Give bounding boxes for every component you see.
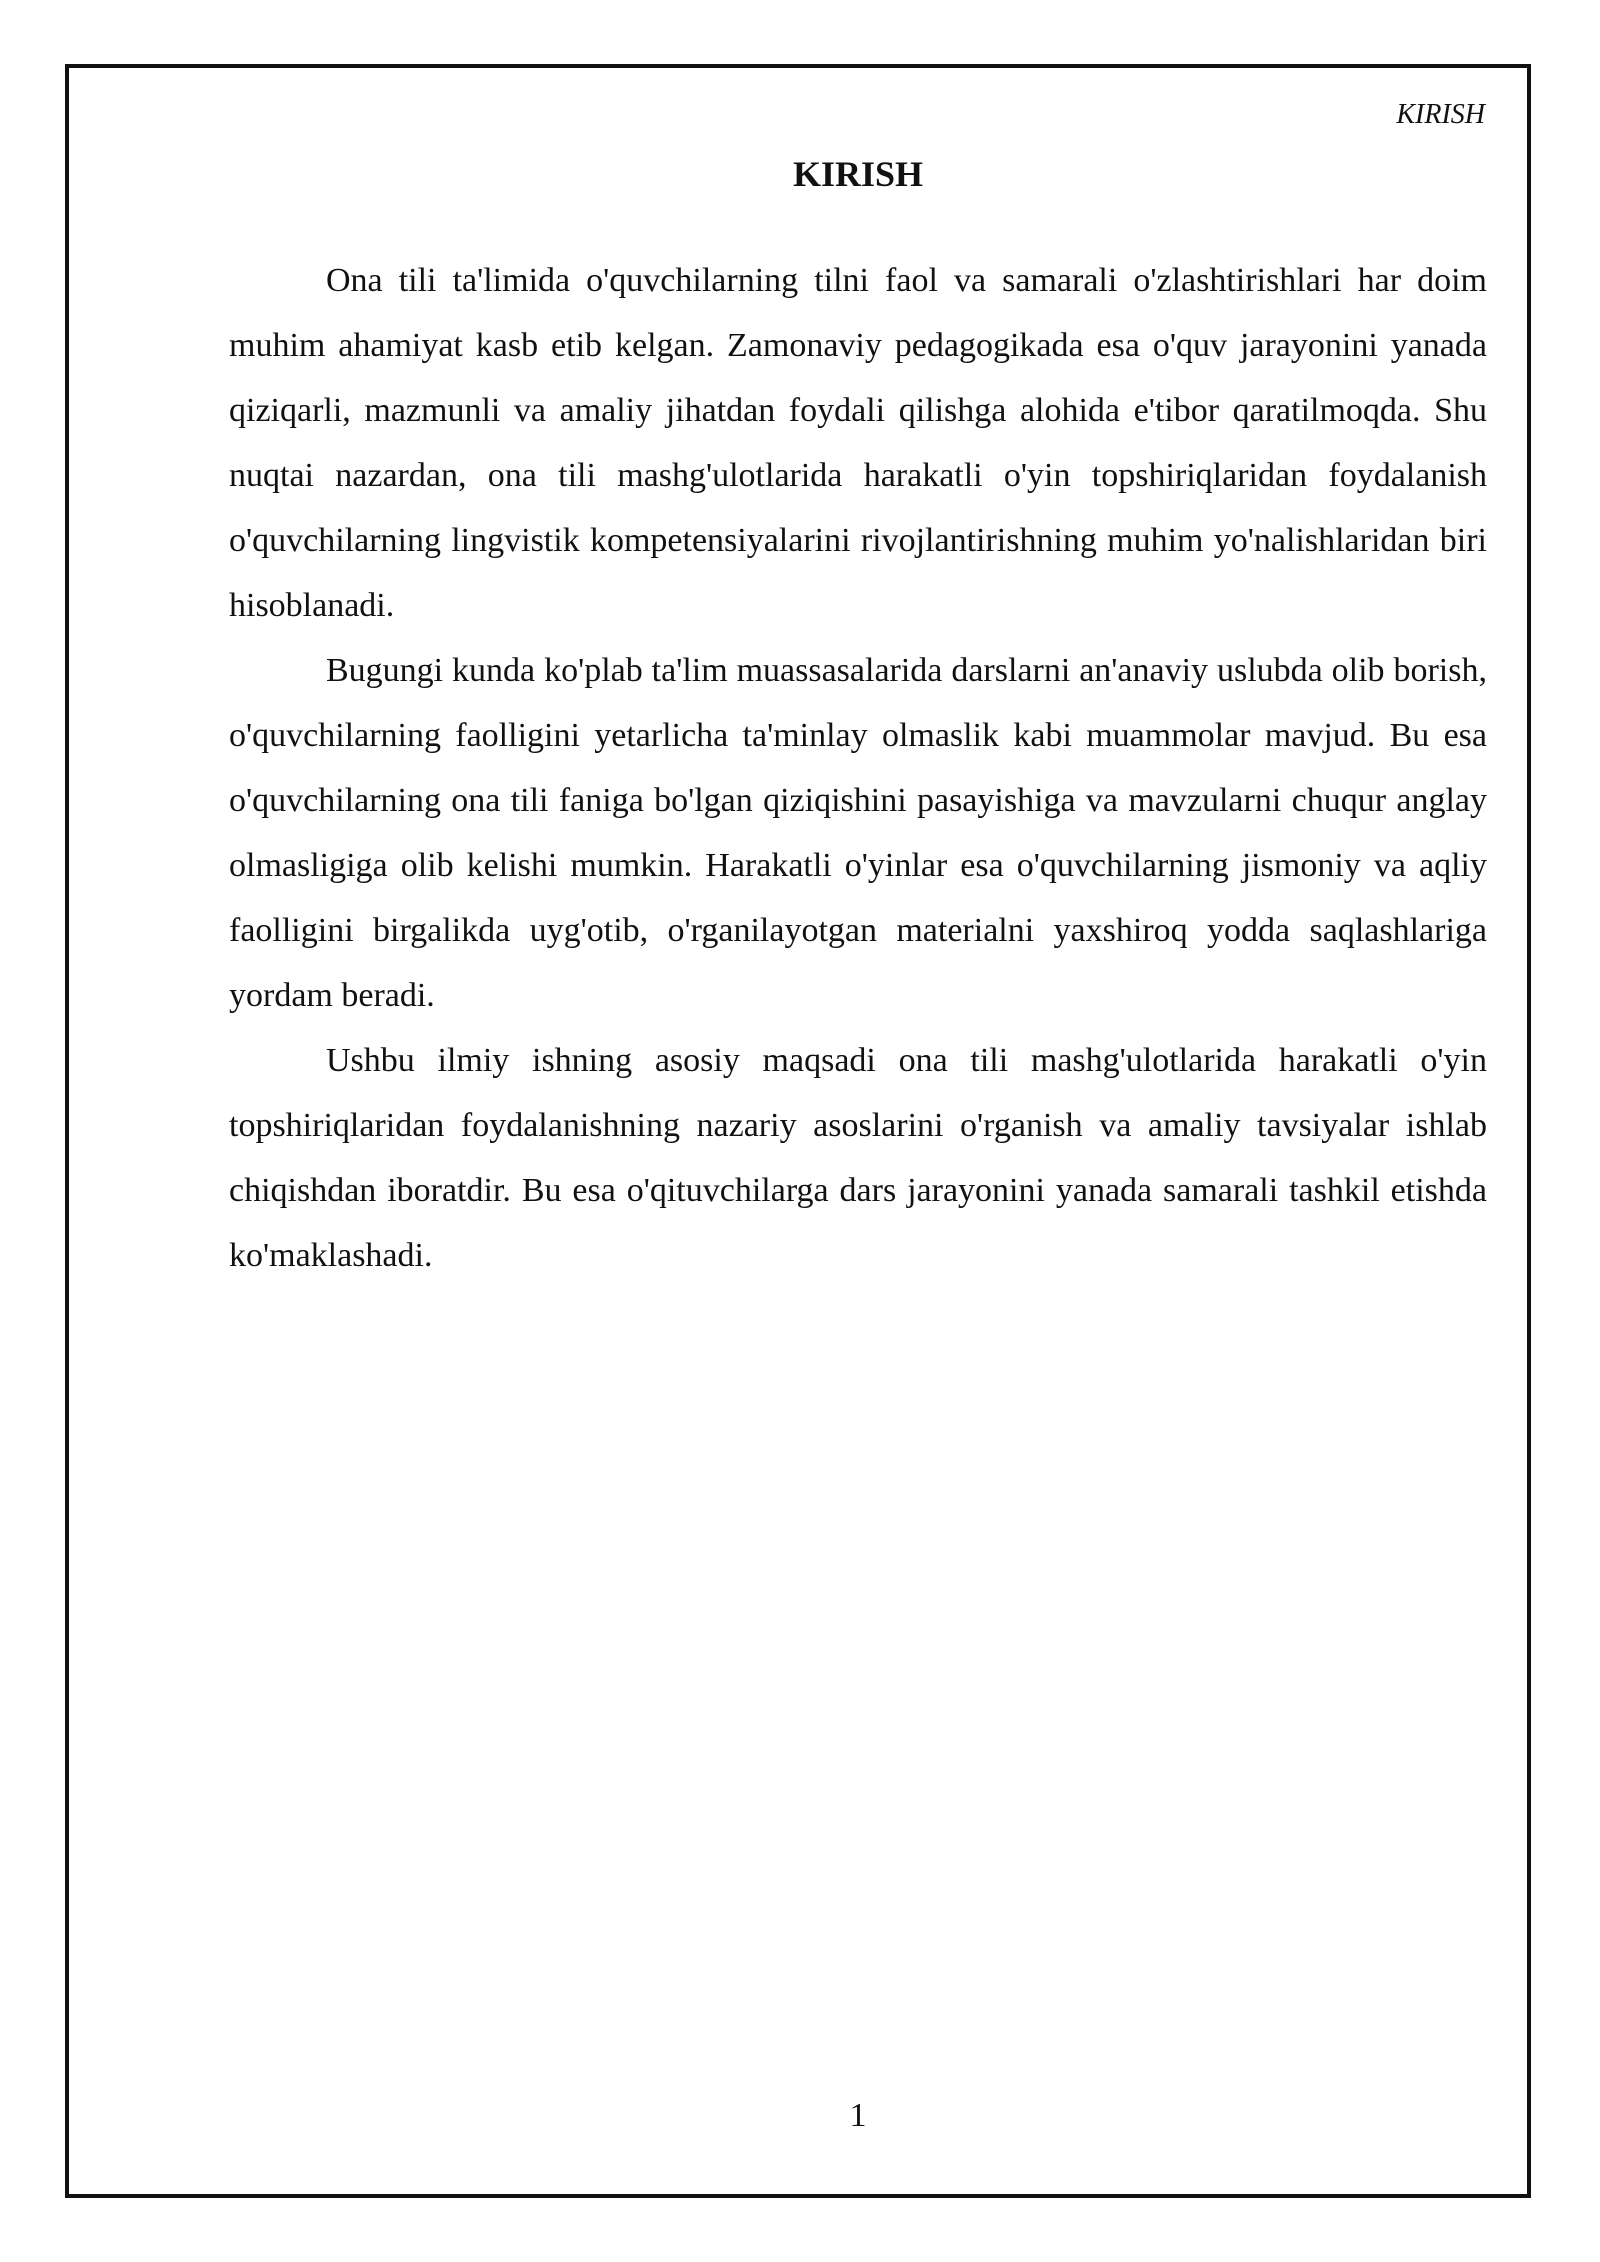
paragraph: Ushbu ilmiy ishning asosiy maqsadi ona tili mashg'ulotlarida harakatli o'yin topshiriqlaridan foydalanishning nazariy asoslarini o'rganish va amaliy tavsiyalar ishlab chiqishdan iboratdir. Bu esa o'qituvchilarga dars jarayonini yanada samarali tashkil etishda ko'maklashadi. bbox=[229, 1042, 1487, 1274]
page-number: 1 bbox=[849, 2097, 867, 2134]
body-text bbox=[229, 248, 1487, 1288]
running-header: KIRISH bbox=[1396, 99, 1485, 130]
paragraph: Bugungi kunda ko'plab ta'lim muassasalarida darslarni an'anaviy uslubda olib borish, o'quvchilarning faolligini yetarlicha ta'minlay olmaslik kabi muammolar mavjud. Bu esa o'quvchilarning ona tili faniga bo'lgan qiziqishini pasayishiga va mavzularni chuqur anglay olmasligiga olib kelishi mumkin. Harakatli o'yinlar esa o'quvchilarning jismoniy va aqliy faolligini birgalikda uyg'otib, o'rganilayotgan materialni yaxshiroq yodda saqlashlariga yordam beradi. bbox=[229, 652, 1487, 1014]
page-title: KIRISH bbox=[792, 154, 924, 194]
paragraph: Ona tili ta'limida o'quvchilarning tilni faol va samarali o'zlashtirishlari har doim muhim ahamiyat kasb etib kelgan. Zamonaviy pedagogikada esa o'quv jarayonini yanada qiziqarli, mazmunli va amaliy jihatdan foydali qilishga alohida e'tibor qaratilmoqda. Shu nuqtai nazardan, ona tili mashg'ulotlarida harakatli o'yin topshiriqlaridan foydalanish o'quvchilarning lingvistik kompetensiyalarini rivojlantirishning muhim yo'nalishlaridan biri hisoblanadi. bbox=[229, 262, 1487, 624]
